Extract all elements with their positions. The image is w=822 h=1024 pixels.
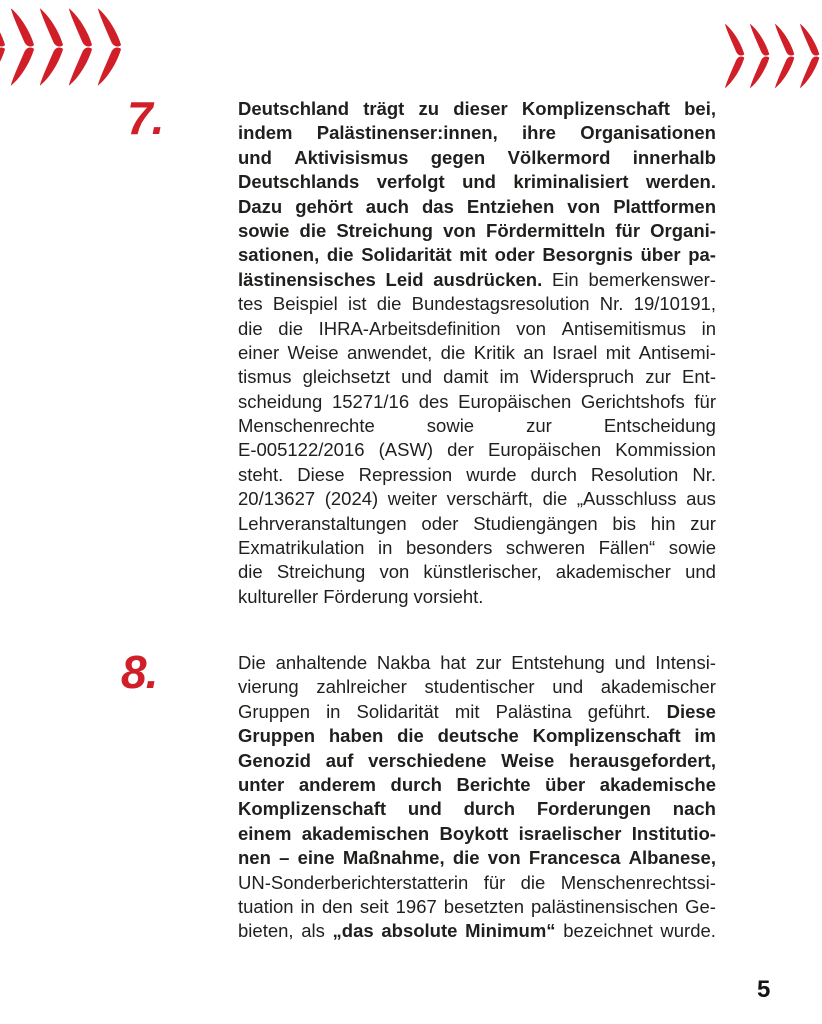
text-line: bieten, als „das absolute Minimum“ bezeichnet wurde. <box>238 920 716 942</box>
chevron-icon <box>720 22 746 90</box>
text-line: nen – eine Maßnahme, die von Francesca Albanese, <box>238 847 716 869</box>
text-line: einer Weise anwendet, die Kritik an Israel mit Antisemi- <box>238 341 716 363</box>
text-line: E-005122/2016 (ASW) der Europäischen Kommission <box>238 439 716 461</box>
text-line: die die IHRA-Arbeitsdefinition von Antisemitismus in <box>238 317 716 339</box>
chevron-icon <box>34 6 65 88</box>
text-line: tes Beispiel ist die Bundestagsresolution Nr. 19/10191, <box>238 293 716 315</box>
text-line: Die anhaltende Nakba hat zur Entstehung und Intensi- <box>238 652 716 673</box>
text-line: Komplizenschaft und durch Forderungen nach <box>238 798 716 820</box>
text-line: sationen, die Solidarität mit oder Besorgnis über pa- <box>238 244 716 266</box>
text-line: kultureller Förderung vorsieht. <box>238 585 484 607</box>
chevron-decoration-left <box>0 6 121 88</box>
text-line: Dazu gehört auch das Entziehen von Plattformen <box>238 195 716 217</box>
section-number-8: 8. <box>121 646 158 698</box>
text-line: indem Palästinenser:innen, ihre Organisationen <box>238 122 716 144</box>
text-line: Menschenrechte sowie zur Entscheidung <box>238 415 716 437</box>
text-line: scheidung 15271/16 des Europäischen Gerichtshofs für <box>238 390 716 412</box>
text-line: lästinensisches Leid ausdrücken. Ein bemerkenswer- <box>238 268 716 290</box>
text-line: Deutschlands verfolgt und kriminalisiert werden. <box>238 171 716 193</box>
text-line: und Aktivisismus gegen Völkermord innerhalb <box>238 146 716 168</box>
text-line: Genozid auf verschiedene Weise herausgefordert, <box>238 749 716 771</box>
page-number: 5 <box>757 976 771 1003</box>
text-line: vierung zahlreicher studentischer und akademischer <box>238 676 716 698</box>
text-line: steht. Diese Repression wurde durch Resolution Nr. <box>238 463 716 485</box>
text-line: tuation in den seit 1967 besetzten palästinensischen Ge- <box>238 895 716 917</box>
text-line: die Streichung von künstlerischer, akademischer und <box>238 561 716 583</box>
text-line: tismus gleichsetzt und damit im Widerspruch zur Ent- <box>238 366 716 388</box>
chevron-icon <box>5 6 36 88</box>
section-number-7: 7. <box>127 92 164 144</box>
chevron-decoration-right <box>720 22 820 90</box>
text-line: Gruppen haben die deutsche Komplizenschaft im <box>238 725 716 747</box>
chevron-icon <box>92 6 123 88</box>
chevron-icon <box>745 22 771 90</box>
text-line: Gruppen in Solidarität mit Palästina geführt. Diese <box>238 700 716 722</box>
text-line: 20/13627 (2024) weiter verschärft, die „Ausschluss aus <box>238 488 716 510</box>
section-8-paragraph <box>238 651 716 944</box>
text-line: unter anderem durch Berichte über akademische <box>238 773 716 795</box>
text-line: Deutschland trägt zu dieser Komplizenschaft bei, <box>238 98 716 119</box>
chevron-icon <box>63 6 94 88</box>
section-7-paragraph <box>238 97 716 609</box>
text-line: einem akademischen Boykott israelischer Institutio- <box>238 822 716 844</box>
chevron-icon <box>770 22 796 90</box>
chevron-icon <box>795 22 821 90</box>
text-line: UN-Sonderberichterstatterin für die Menschenrechtssi- <box>238 871 716 893</box>
text-line: Lehrveranstaltungen oder Studiengängen bis hin zur <box>238 512 716 534</box>
text-line: Exmatrikulation in besonders schweren Fällen“ sowie <box>238 537 716 559</box>
text-line: sowie die Streichung von Fördermitteln für Organi- <box>238 219 716 241</box>
